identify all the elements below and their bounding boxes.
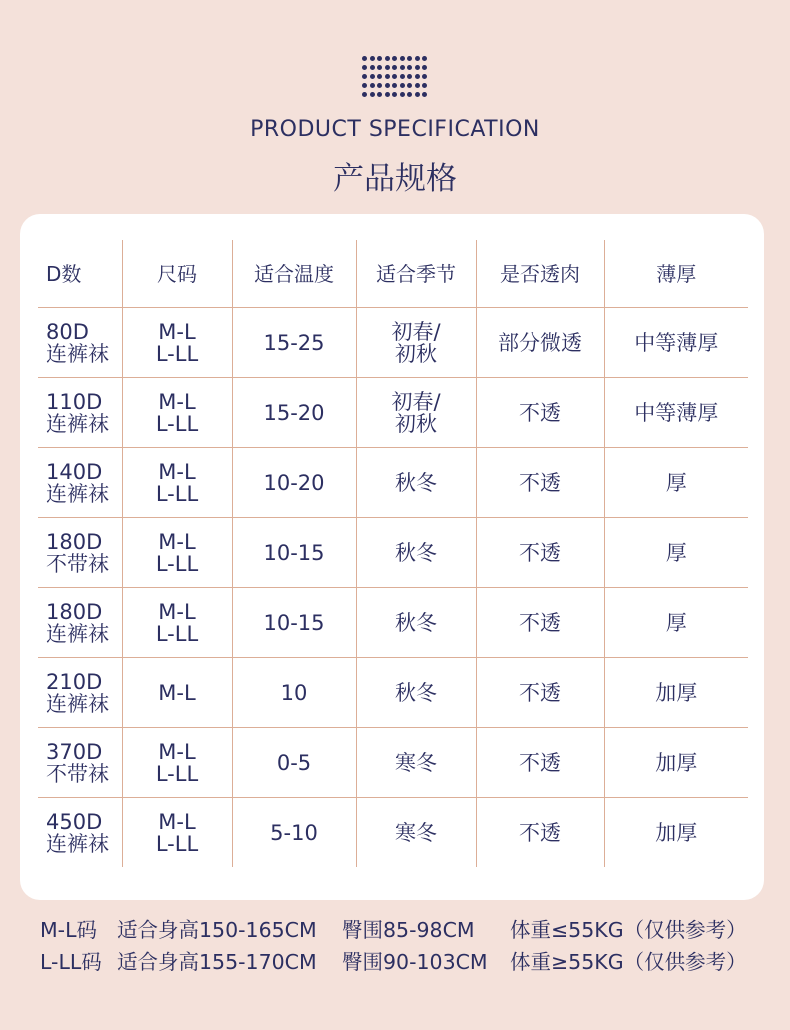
- dot: [370, 56, 375, 61]
- cell-size: [122, 308, 232, 378]
- cell-size-line: M-L: [158, 529, 196, 554]
- spec-table-card: [20, 214, 764, 900]
- header-season: 适合季节: [356, 240, 476, 308]
- dot: [392, 56, 397, 61]
- cell-sheerness: 不透: [476, 728, 604, 798]
- dot: [385, 92, 390, 97]
- cell-d-count: [38, 728, 122, 798]
- size-guide-size: L-LL码: [40, 950, 102, 974]
- cell-d-count-line: 180D: [46, 529, 103, 554]
- cell-season-line: 寒冬: [395, 750, 437, 775]
- cell-d-count: [38, 588, 122, 658]
- header-thickness: 薄厚: [604, 240, 748, 308]
- dot: [370, 83, 375, 88]
- cell-size-line: L-LL: [155, 411, 199, 436]
- cell-size-line: L-LL: [155, 831, 199, 856]
- header-sheerness: 是否透肉: [476, 240, 604, 308]
- dot: [385, 74, 390, 79]
- dot: [400, 65, 405, 70]
- dot: [392, 74, 397, 79]
- dot: [400, 83, 405, 88]
- cell-size-line: L-LL: [155, 551, 199, 576]
- cell-size-line: M-L: [158, 389, 196, 414]
- cell-season-line: 秋冬: [395, 610, 437, 635]
- table-row: [38, 728, 748, 798]
- size-guide-height: 适合身高155-170CM: [117, 950, 317, 974]
- dot: [385, 56, 390, 61]
- cell-size: [122, 728, 232, 798]
- dot: [415, 74, 420, 79]
- cell-thickness: 加厚: [655, 820, 698, 845]
- cell-d-count-line: 连裤袜: [46, 621, 109, 646]
- cell-size-line: M-L: [158, 809, 196, 834]
- dot: [400, 74, 405, 79]
- cell-d-count-line: 180D: [46, 599, 103, 624]
- size-guide-hip: 臀围90-103CM: [342, 950, 488, 974]
- dot: [415, 56, 420, 61]
- cell-thickness: 加厚: [604, 728, 748, 798]
- cell-size-line: M-L: [158, 599, 196, 624]
- cell-size-line: M-L: [158, 319, 196, 344]
- cell-season-line: 秋冬: [395, 540, 437, 565]
- dot: [385, 83, 390, 88]
- dot: [407, 83, 412, 88]
- spec-table: [38, 240, 748, 867]
- table-row: [38, 798, 748, 868]
- dot: [400, 56, 405, 61]
- cell-size-line: M-L: [158, 739, 196, 764]
- cell-d-count-line: 连裤袜: [46, 411, 109, 436]
- cell-d-count-line: 连裤袜: [46, 691, 109, 716]
- cell-sheerness: 不透: [476, 518, 604, 588]
- cell-thickness: 中等薄厚: [604, 308, 748, 378]
- size-guide-height: 适合身高150-165CM: [117, 918, 317, 942]
- page-title-english: PRODUCT SPECIFICATION: [250, 117, 540, 142]
- cell-season-line: 初春/: [391, 389, 441, 414]
- cell-season-line: 寒冬: [395, 820, 437, 845]
- cell-season: [356, 728, 476, 798]
- cell-sheerness: 不透: [476, 658, 604, 728]
- cell-size-line: L-LL: [155, 621, 199, 646]
- dot: [370, 74, 375, 79]
- cell-season-line: 初春/: [391, 319, 441, 344]
- cell-sheerness: 不透: [476, 798, 604, 868]
- table-row: [38, 378, 748, 448]
- cell-d-count-line: 不带袜: [46, 551, 109, 576]
- cell-size: [122, 518, 232, 588]
- dot: [407, 92, 412, 97]
- table-header-row: [38, 240, 748, 308]
- cell-temperature: 5-10: [232, 798, 356, 868]
- dot: [415, 65, 420, 70]
- cell-size-line: M-L: [158, 459, 196, 484]
- cell-season: [356, 378, 476, 448]
- cell-sheerness: 不透: [476, 448, 604, 518]
- table-row: [38, 518, 748, 588]
- dot: [362, 56, 367, 61]
- dot: [377, 74, 382, 79]
- dot: [392, 65, 397, 70]
- dot: [422, 74, 427, 79]
- dot: [407, 56, 412, 61]
- cell-d-count-line: 370D: [46, 739, 103, 764]
- dot: [362, 65, 367, 70]
- dot: [422, 92, 427, 97]
- dot: [377, 65, 382, 70]
- cell-temperature: 10-15: [232, 518, 356, 588]
- cell-thickness: 厚: [604, 588, 748, 658]
- cell-size: [122, 658, 232, 728]
- cell-d-count: [38, 448, 122, 518]
- cell-size: [122, 588, 232, 658]
- cell-d-count: [38, 308, 122, 378]
- dot: [415, 92, 420, 97]
- cell-season: [356, 588, 476, 658]
- cell-d-count: [38, 798, 122, 868]
- cell-season: [356, 798, 476, 868]
- cell-temperature: 15-25: [232, 308, 356, 378]
- header-d-count: D数: [38, 240, 122, 308]
- cell-d-count-line: 不带袜: [46, 761, 109, 786]
- header-temperature: 适合温度: [232, 240, 356, 308]
- size-guide-size: M-L码: [40, 918, 98, 942]
- cell-sheerness: 部分微透: [476, 308, 604, 378]
- cell-size: [122, 448, 232, 518]
- size-guide-line: [40, 914, 770, 946]
- dot: [377, 56, 382, 61]
- cell-season-line: 初秋: [395, 411, 437, 436]
- cell-season-line: 初秋: [395, 341, 437, 366]
- table-row: [38, 308, 748, 378]
- cell-sheerness: 不透: [476, 588, 604, 658]
- dot: [392, 92, 397, 97]
- cell-temperature: 10-15: [232, 588, 356, 658]
- cell-size-line: L-LL: [155, 341, 199, 366]
- cell-season: [356, 448, 476, 518]
- table-row: [38, 658, 748, 728]
- size-guide-line: [40, 946, 770, 978]
- cell-season-line: 秋冬: [395, 470, 437, 495]
- size-guide-weight: 体重≥55KG（仅供参考）: [510, 950, 747, 974]
- dot: [370, 92, 375, 97]
- cell-d-count-line: 连裤袜: [46, 481, 109, 506]
- table-row: [38, 588, 748, 658]
- cell-temperature: 0-5: [232, 728, 356, 798]
- cell-size-line: L-LL: [155, 761, 199, 786]
- dot: [400, 92, 405, 97]
- cell-thickness: 中等薄厚: [604, 378, 748, 448]
- cell-temperature: 15-20: [232, 378, 356, 448]
- cell-season: [356, 518, 476, 588]
- dot: [415, 83, 420, 88]
- page-title-chinese: 产品规格: [333, 161, 457, 197]
- cell-season: [356, 658, 476, 728]
- table-row: [38, 448, 748, 518]
- cell-size-line: L-LL: [155, 481, 199, 506]
- cell-size-line: M-L: [158, 680, 196, 705]
- dot: [392, 83, 397, 88]
- size-guide-weight: 体重≤55KG（仅供参考）: [510, 918, 747, 942]
- cell-d-count: [38, 378, 122, 448]
- cell-thickness: 厚: [604, 448, 748, 518]
- dot: [422, 56, 427, 61]
- dot: [377, 83, 382, 88]
- dot: [422, 65, 427, 70]
- cell-sheerness: 不透: [476, 378, 604, 448]
- cell-season-line: 秋冬: [395, 680, 437, 705]
- header-size: 尺码: [122, 240, 232, 308]
- dot: [385, 65, 390, 70]
- dot: [362, 92, 367, 97]
- cell-d-count-line: 连裤袜: [46, 831, 109, 856]
- dot-grid-icon: [361, 54, 429, 100]
- dot: [362, 83, 367, 88]
- dot: [407, 74, 412, 79]
- cell-d-count-line: 140D: [46, 459, 103, 484]
- cell-thickness: 加厚: [604, 658, 748, 728]
- size-guide-hip: 臀围85-98CM: [342, 918, 475, 942]
- cell-season: [356, 308, 476, 378]
- dot: [422, 83, 427, 88]
- dot: [362, 74, 367, 79]
- dot: [377, 92, 382, 97]
- cell-d-count-line: 110D: [46, 389, 103, 414]
- cell-temperature: 10-20: [232, 448, 356, 518]
- cell-d-count-line: 210D: [46, 669, 103, 694]
- cell-thickness: 厚: [604, 518, 748, 588]
- dot: [407, 65, 412, 70]
- dot: [370, 65, 375, 70]
- cell-size: [122, 798, 232, 868]
- cell-d-count: [38, 658, 122, 728]
- cell-temperature: 10: [232, 658, 356, 728]
- cell-d-count-line: 450D: [46, 809, 103, 834]
- cell-d-count: [38, 518, 122, 588]
- cell-d-count-line: 连裤袜: [46, 341, 109, 366]
- cell-size: [122, 378, 232, 448]
- size-guide-footer: [40, 914, 770, 978]
- cell-d-count-line: 80D: [46, 319, 89, 344]
